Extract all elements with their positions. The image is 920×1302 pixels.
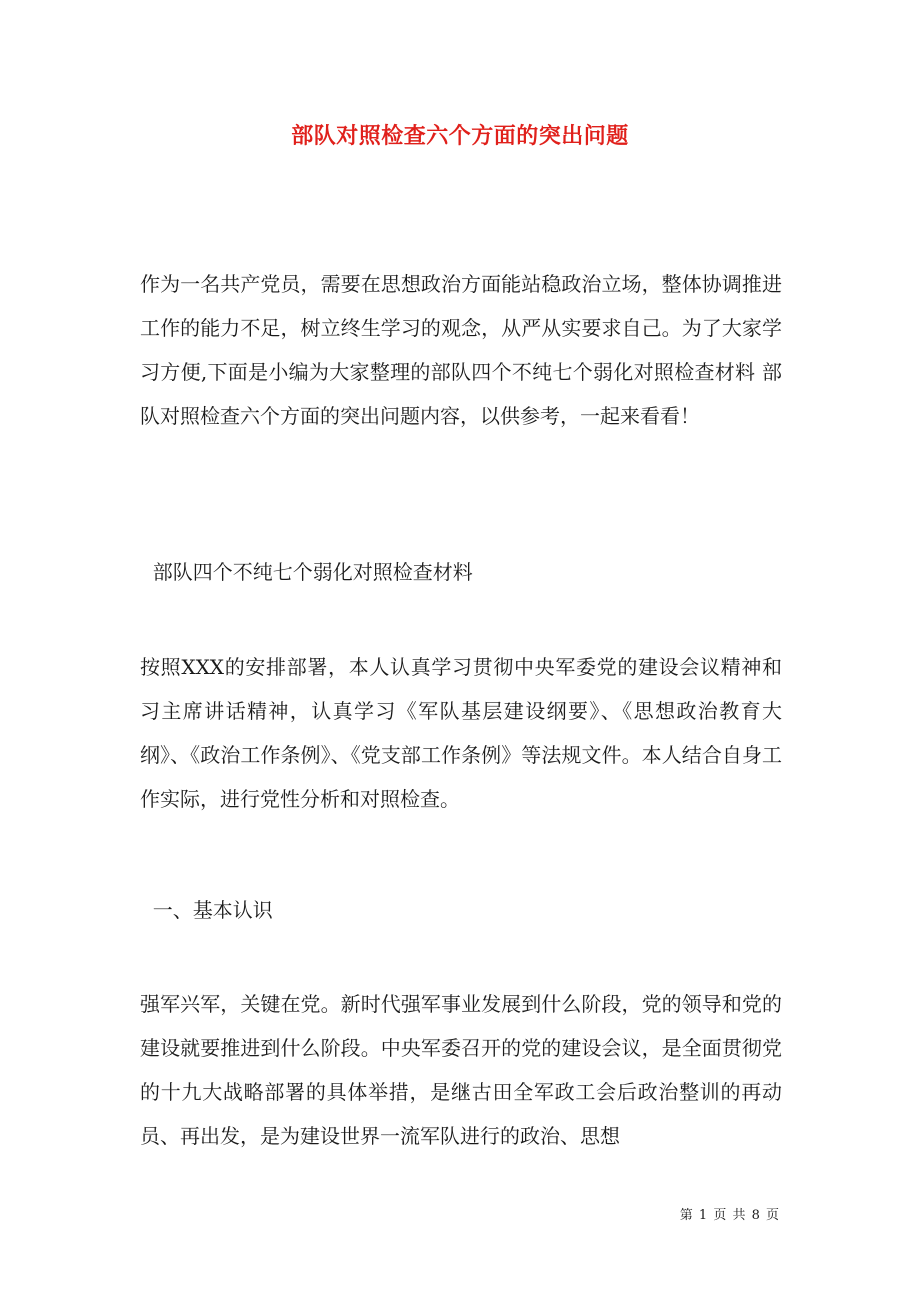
intro-paragraph: 作为一名共产党员，需要在思想政治方面能站稳政治立场，整体协调推进工作的能力不足，树立终生学习的观念，从严从实要求自己。为了大家学习方便,下面是小编为大家整理的部队四个不纯七个弱化对照检查材料 部队对照检查六个方面的突出问题内容，以供参考，一起来看看！ <box>140 272 782 428</box>
body-paragraph: 强军兴军，关键在党。新时代强军事业发展到什么阶段，党的领导和党的建设就要推进到什么阶段。中央军委召开的党的建设会议，是全面贯彻党的十九大战略部署的具体举措，是继古田全军政工会后政治整训的再动员、再出发，是为建设世界一流军队进行的政治、思想 <box>140 992 782 1148</box>
section-heading-material: 部队四个不纯七个弱化对照检查材料 <box>140 560 473 584</box>
arrangement-paragraph: 按照XXX的安排部署，本人认真学习贯彻中央军委党的建设会议精神和习主席讲话精神，认真学习《军队基层建设纲要》、《思想政治教育大纲》、《政治工作条例》、《党支部工作条例》等法规文件。本人结合自身工作实际，进行党性分析和对照检查。 <box>140 655 782 811</box>
page-number-footer: 第 1 页 共 8 页 <box>679 1208 780 1223</box>
document-title: 部队对照检查六个方面的突出问题 <box>291 123 629 149</box>
section-heading-basic-understanding: 一、基本认识 <box>140 898 273 922</box>
